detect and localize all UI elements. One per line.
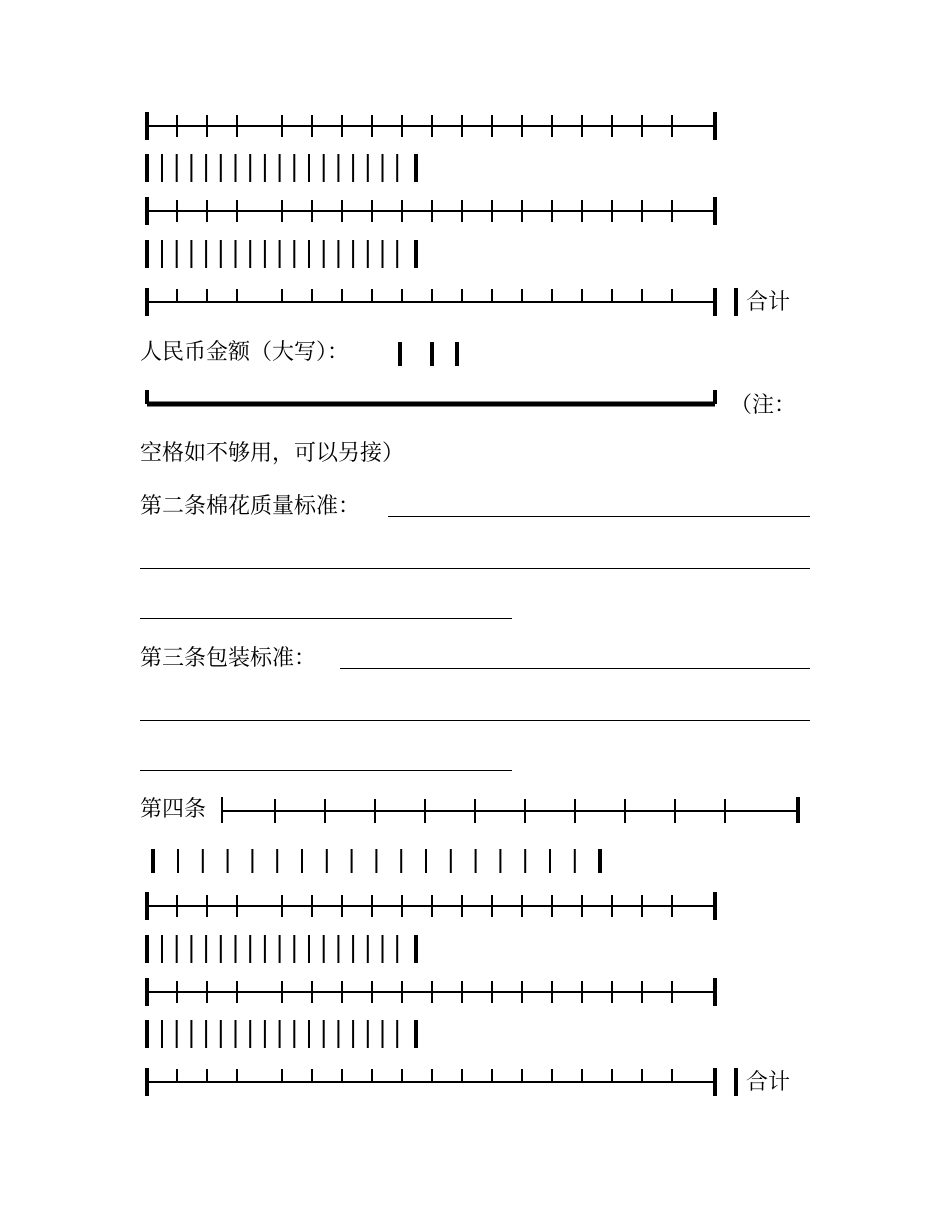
amount-in-words-label: 人民币金额（大写）： (140, 340, 350, 365)
article-3-fill-line-3[interactable] (140, 770, 512, 771)
note-text: 空格如不够用，可以另接） (140, 441, 405, 466)
article-3-fill-line-1[interactable] (340, 668, 810, 669)
article-2-fill-line-2[interactable] (140, 568, 810, 569)
article-2-label: 第二条棉花质量标准： (140, 494, 361, 519)
article-3-fill-line-2[interactable] (140, 720, 810, 721)
article-3-label: 第三条包装标准： (140, 646, 317, 671)
note-prefix: （注： (730, 393, 797, 418)
total-label-b: 合计 (746, 1070, 791, 1095)
total-label-a: 合计 (746, 290, 791, 315)
article-2-fill-line-1[interactable] (388, 516, 810, 517)
article-2-fill-line-3[interactable] (140, 618, 512, 619)
article-4-label: 第四条 (140, 797, 207, 822)
